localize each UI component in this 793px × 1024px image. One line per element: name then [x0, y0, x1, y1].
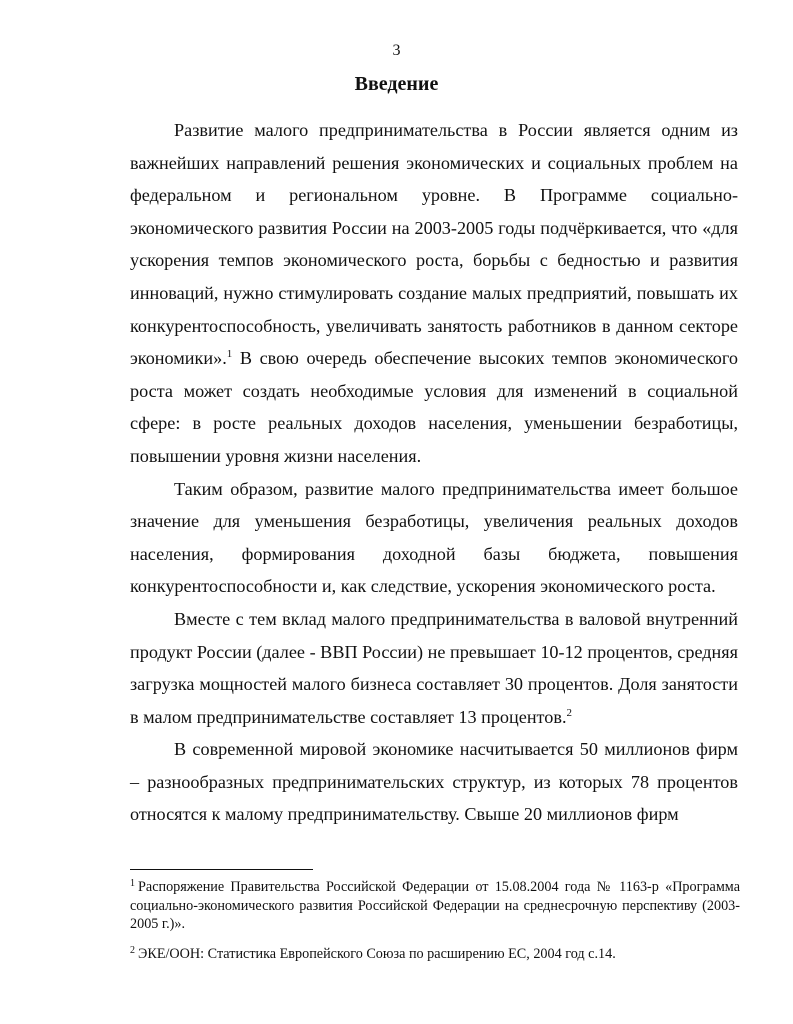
page-title: Введение	[354, 73, 439, 95]
page-number: 3	[392, 42, 401, 59]
paragraph-1-text-cont: В свою очередь обеспечение высоких темпов экономического роста может создать необходимые условия для изменений в социальной сфере: в росте реальных доходов населения, уменьшении безработицы, повышении уровня жизни населения.	[130, 348, 738, 466]
paragraph-3	[130, 603, 738, 733]
footnote-ref-1: 1	[226, 348, 233, 361]
footnote-2	[130, 945, 740, 964]
paragraph-2: Таким образом, развитие малого предпринимательства имеет большое значение для уменьшения безработицы, увеличения реальных доходов населения, формирования доходной базы бюджета, повышения конкурентоспособности и, как следствие, ускорения экономического роста.	[130, 478, 738, 597]
footnote-1-text: Распоряжение Правительства Российской Федерации от 15.08.2004 года № 1163-р «Программа социально-экономического развития Российской Федерации на среднесрочную перспективу (2003-2005 г.)».	[130, 879, 740, 932]
footnote-ref-2: 2	[566, 706, 572, 719]
paragraph-4: В современной мировой экономике насчитывается 50 миллионов фирм – разнообразных предпринимательских структур, из которых 78 процентов относятся к малому предпринимательству. Свыше 20 миллионов фирм	[130, 739, 738, 825]
paragraph-1-text: Развитие малого предпринимательства в России является одним из важнейших направлений решения экономических и социальных проблем на федеральном и региональном уровне. В Программе социально-экономического развития России на 2003-2005 годы подчёркивается, что «для ускорения темпов экономического роста, борьбы с бедностью и развития инноваций, нужно стимулировать создание малых предприятий, повышать их конкурентоспособность, увеличивать занятость работников в данном секторе экономики».	[130, 120, 738, 369]
footnote-2-mark: 2	[130, 945, 135, 956]
footnote-separator	[130, 869, 313, 870]
footnote-1	[130, 878, 740, 934]
paragraph-3-text: Вместе с тем вклад малого предпринимательства в валовой внутренний продукт России (далее - ВВП России) не превышает 10-12 процентов, средняя загрузка мощностей малого бизнеса составляет 30 процентов. Доля занятости в малом предпринимательстве составляет 13 процентов.	[130, 608, 738, 727]
footnote-2-text: ЭКЕ/ООН: Статистика Европейского Союза по расширению ЕС, 2004 год с.14.	[138, 946, 616, 962]
body-text	[130, 114, 738, 831]
paragraph-1	[130, 114, 738, 473]
footnote-1-mark: 1	[130, 878, 135, 889]
